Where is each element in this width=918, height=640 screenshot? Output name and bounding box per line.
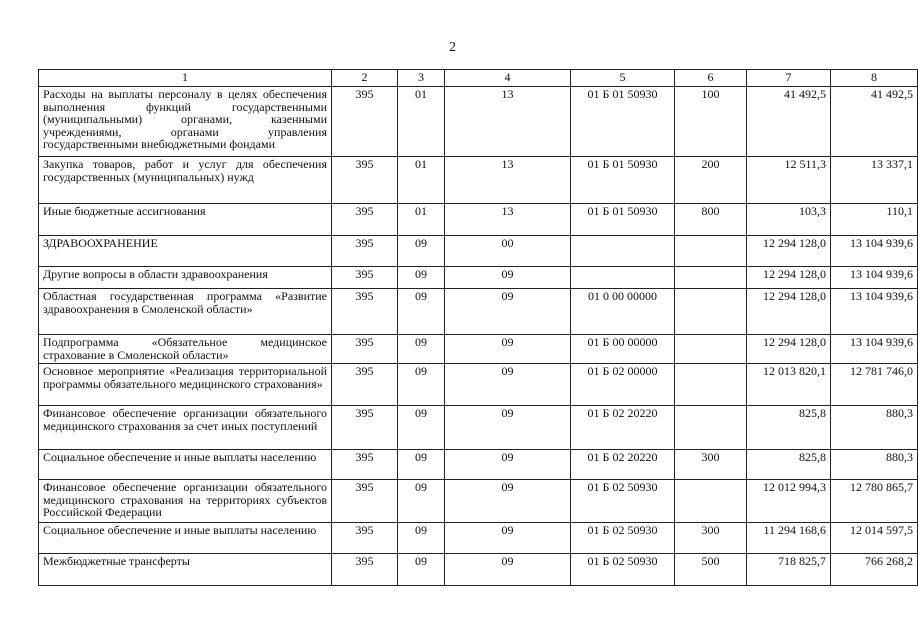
cell-amount-2: 12 781 746,0 [831, 364, 918, 406]
cell-section: 09 [398, 289, 445, 335]
cell-target-article: 01 Б 01 50930 [571, 157, 675, 204]
cell-code: 395 [332, 267, 398, 289]
table-row [39, 450, 918, 480]
row-name: Межбюджетные трансферты [39, 554, 332, 586]
table-row [39, 236, 918, 267]
cell-subsection: 09 [445, 450, 571, 480]
budget-table [38, 69, 918, 586]
cell-expense-type [675, 267, 747, 289]
cell-target-article: 01 Б 02 20220 [571, 450, 675, 480]
cell-amount-1: 12 511,3 [747, 157, 831, 204]
cell-subsection: 09 [445, 335, 571, 364]
table-row [39, 523, 918, 554]
cell-expense-type [675, 335, 747, 364]
cell-target-article: 01 Б 00 00000 [571, 335, 675, 364]
row-name: Социальное обеспечение и иные выплаты населению [39, 523, 332, 554]
cell-amount-2: 110,1 [831, 204, 918, 236]
cell-section: 01 [398, 204, 445, 236]
cell-amount-1: 12 012 994,3 [747, 480, 831, 523]
cell-amount-2: 880,3 [831, 406, 918, 450]
cell-amount-2: 880,3 [831, 450, 918, 480]
header-row [39, 70, 918, 87]
table-row [39, 157, 918, 204]
cell-code: 395 [332, 87, 398, 157]
column-header: 7 [747, 70, 831, 87]
cell-code: 395 [332, 335, 398, 364]
cell-code: 395 [332, 236, 398, 267]
cell-amount-1: 825,8 [747, 406, 831, 450]
cell-code: 395 [332, 554, 398, 586]
cell-code: 395 [332, 157, 398, 204]
cell-code: 395 [332, 289, 398, 335]
row-name: ЗДРАВООХРАНЕНИЕ [39, 236, 332, 267]
cell-subsection: 13 [445, 87, 571, 157]
cell-amount-1: 718 825,7 [747, 554, 831, 586]
column-header: 2 [332, 70, 398, 87]
cell-subsection: 00 [445, 236, 571, 267]
cell-amount-1: 12 294 128,0 [747, 267, 831, 289]
cell-subsection: 09 [445, 523, 571, 554]
cell-target-article: 01 Б 02 50930 [571, 480, 675, 523]
cell-section: 09 [398, 406, 445, 450]
cell-amount-2: 13 104 939,6 [831, 335, 918, 364]
cell-code: 395 [332, 480, 398, 523]
cell-amount-1: 12 013 820,1 [747, 364, 831, 406]
table-row [39, 87, 918, 157]
table-row [39, 480, 918, 523]
cell-target-article [571, 236, 675, 267]
cell-amount-2: 12 780 865,7 [831, 480, 918, 523]
page-number: 2 [449, 40, 456, 55]
cell-subsection: 09 [445, 406, 571, 450]
cell-amount-1: 825,8 [747, 450, 831, 480]
cell-target-article: 01 0 00 00000 [571, 289, 675, 335]
cell-section: 09 [398, 267, 445, 289]
cell-subsection: 13 [445, 157, 571, 204]
cell-target-article: 01 Б 01 50930 [571, 87, 675, 157]
cell-expense-type: 100 [675, 87, 747, 157]
cell-target-article: 01 Б 02 00000 [571, 364, 675, 406]
cell-expense-type [675, 480, 747, 523]
cell-amount-1: 103,3 [747, 204, 831, 236]
cell-section: 09 [398, 450, 445, 480]
cell-amount-1: 41 492,5 [747, 87, 831, 157]
cell-amount-1: 11 294 168,6 [747, 523, 831, 554]
cell-target-article: 01 Б 01 50930 [571, 204, 675, 236]
cell-code: 395 [332, 523, 398, 554]
cell-amount-1: 12 294 128,0 [747, 335, 831, 364]
column-header: 1 [39, 70, 332, 87]
cell-expense-type [675, 289, 747, 335]
row-name: Социальное обеспечение и иные выплаты населению [39, 450, 332, 480]
cell-subsection: 09 [445, 364, 571, 406]
cell-expense-type: 300 [675, 523, 747, 554]
row-name: Расходы на выплаты персоналу в целях обеспечения выполнения функций государственными (муниципальными) органами, казенными учреждениями, органами управления государственными внебюджетными фондами [39, 87, 332, 157]
table-row [39, 204, 918, 236]
cell-expense-type [675, 236, 747, 267]
row-name: Закупка товаров, работ и услуг для обеспечения государственных (муниципальных) нужд [39, 157, 332, 204]
cell-amount-2: 13 104 939,6 [831, 267, 918, 289]
cell-section: 09 [398, 480, 445, 523]
cell-section: 09 [398, 335, 445, 364]
cell-amount-2: 766 268,2 [831, 554, 918, 586]
cell-section: 09 [398, 523, 445, 554]
cell-section: 09 [398, 554, 445, 586]
cell-expense-type: 300 [675, 450, 747, 480]
table-row [39, 289, 918, 335]
cell-section: 01 [398, 157, 445, 204]
cell-amount-2: 13 104 939,6 [831, 236, 918, 267]
cell-subsection: 09 [445, 289, 571, 335]
cell-subsection: 13 [445, 204, 571, 236]
row-name: Финансовое обеспечение организации обязательного медицинского страхования на территориях субъектов Российской Федерации [39, 480, 332, 523]
cell-amount-2: 13 104 939,6 [831, 289, 918, 335]
cell-subsection: 09 [445, 267, 571, 289]
column-header: 6 [675, 70, 747, 87]
cell-code: 395 [332, 406, 398, 450]
row-name: Областная государственная программа «Развитие здравоохранения в Смоленской области» [39, 289, 332, 335]
cell-target-article: 01 Б 02 20220 [571, 406, 675, 450]
cell-expense-type [675, 406, 747, 450]
table-row [39, 267, 918, 289]
cell-code: 395 [332, 450, 398, 480]
cell-expense-type [675, 364, 747, 406]
column-header: 3 [398, 70, 445, 87]
cell-amount-1: 12 294 128,0 [747, 236, 831, 267]
cell-amount-2: 13 337,1 [831, 157, 918, 204]
table-row [39, 364, 918, 406]
cell-subsection: 09 [445, 480, 571, 523]
cell-amount-1: 12 294 128,0 [747, 289, 831, 335]
cell-expense-type: 800 [675, 204, 747, 236]
row-name: Основное мероприятие «Реализация территориальной программы обязательного медицинского страхования» [39, 364, 332, 406]
cell-subsection: 09 [445, 554, 571, 586]
cell-section: 09 [398, 364, 445, 406]
row-name: Другие вопросы в области здравоохранения [39, 267, 332, 289]
column-header: 8 [831, 70, 918, 87]
cell-section: 01 [398, 87, 445, 157]
table-row [39, 335, 918, 364]
cell-code: 395 [332, 364, 398, 406]
row-name: Иные бюджетные ассигнования [39, 204, 332, 236]
cell-expense-type: 500 [675, 554, 747, 586]
cell-section: 09 [398, 236, 445, 267]
row-name: Финансовое обеспечение организации обязательного медицинского страхования за счет иных поступлений [39, 406, 332, 450]
cell-expense-type: 200 [675, 157, 747, 204]
cell-target-article: 01 Б 02 50930 [571, 554, 675, 586]
table-row [39, 554, 918, 586]
cell-target-article: 01 Б 02 50930 [571, 523, 675, 554]
row-name: Подпрограмма «Обязательное медицинское страхование в Смоленской области» [39, 335, 332, 364]
cell-amount-2: 12 014 597,5 [831, 523, 918, 554]
cell-target-article [571, 267, 675, 289]
cell-amount-2: 41 492,5 [831, 87, 918, 157]
cell-code: 395 [332, 204, 398, 236]
column-header: 5 [571, 70, 675, 87]
column-header: 4 [445, 70, 571, 87]
table-row [39, 406, 918, 450]
